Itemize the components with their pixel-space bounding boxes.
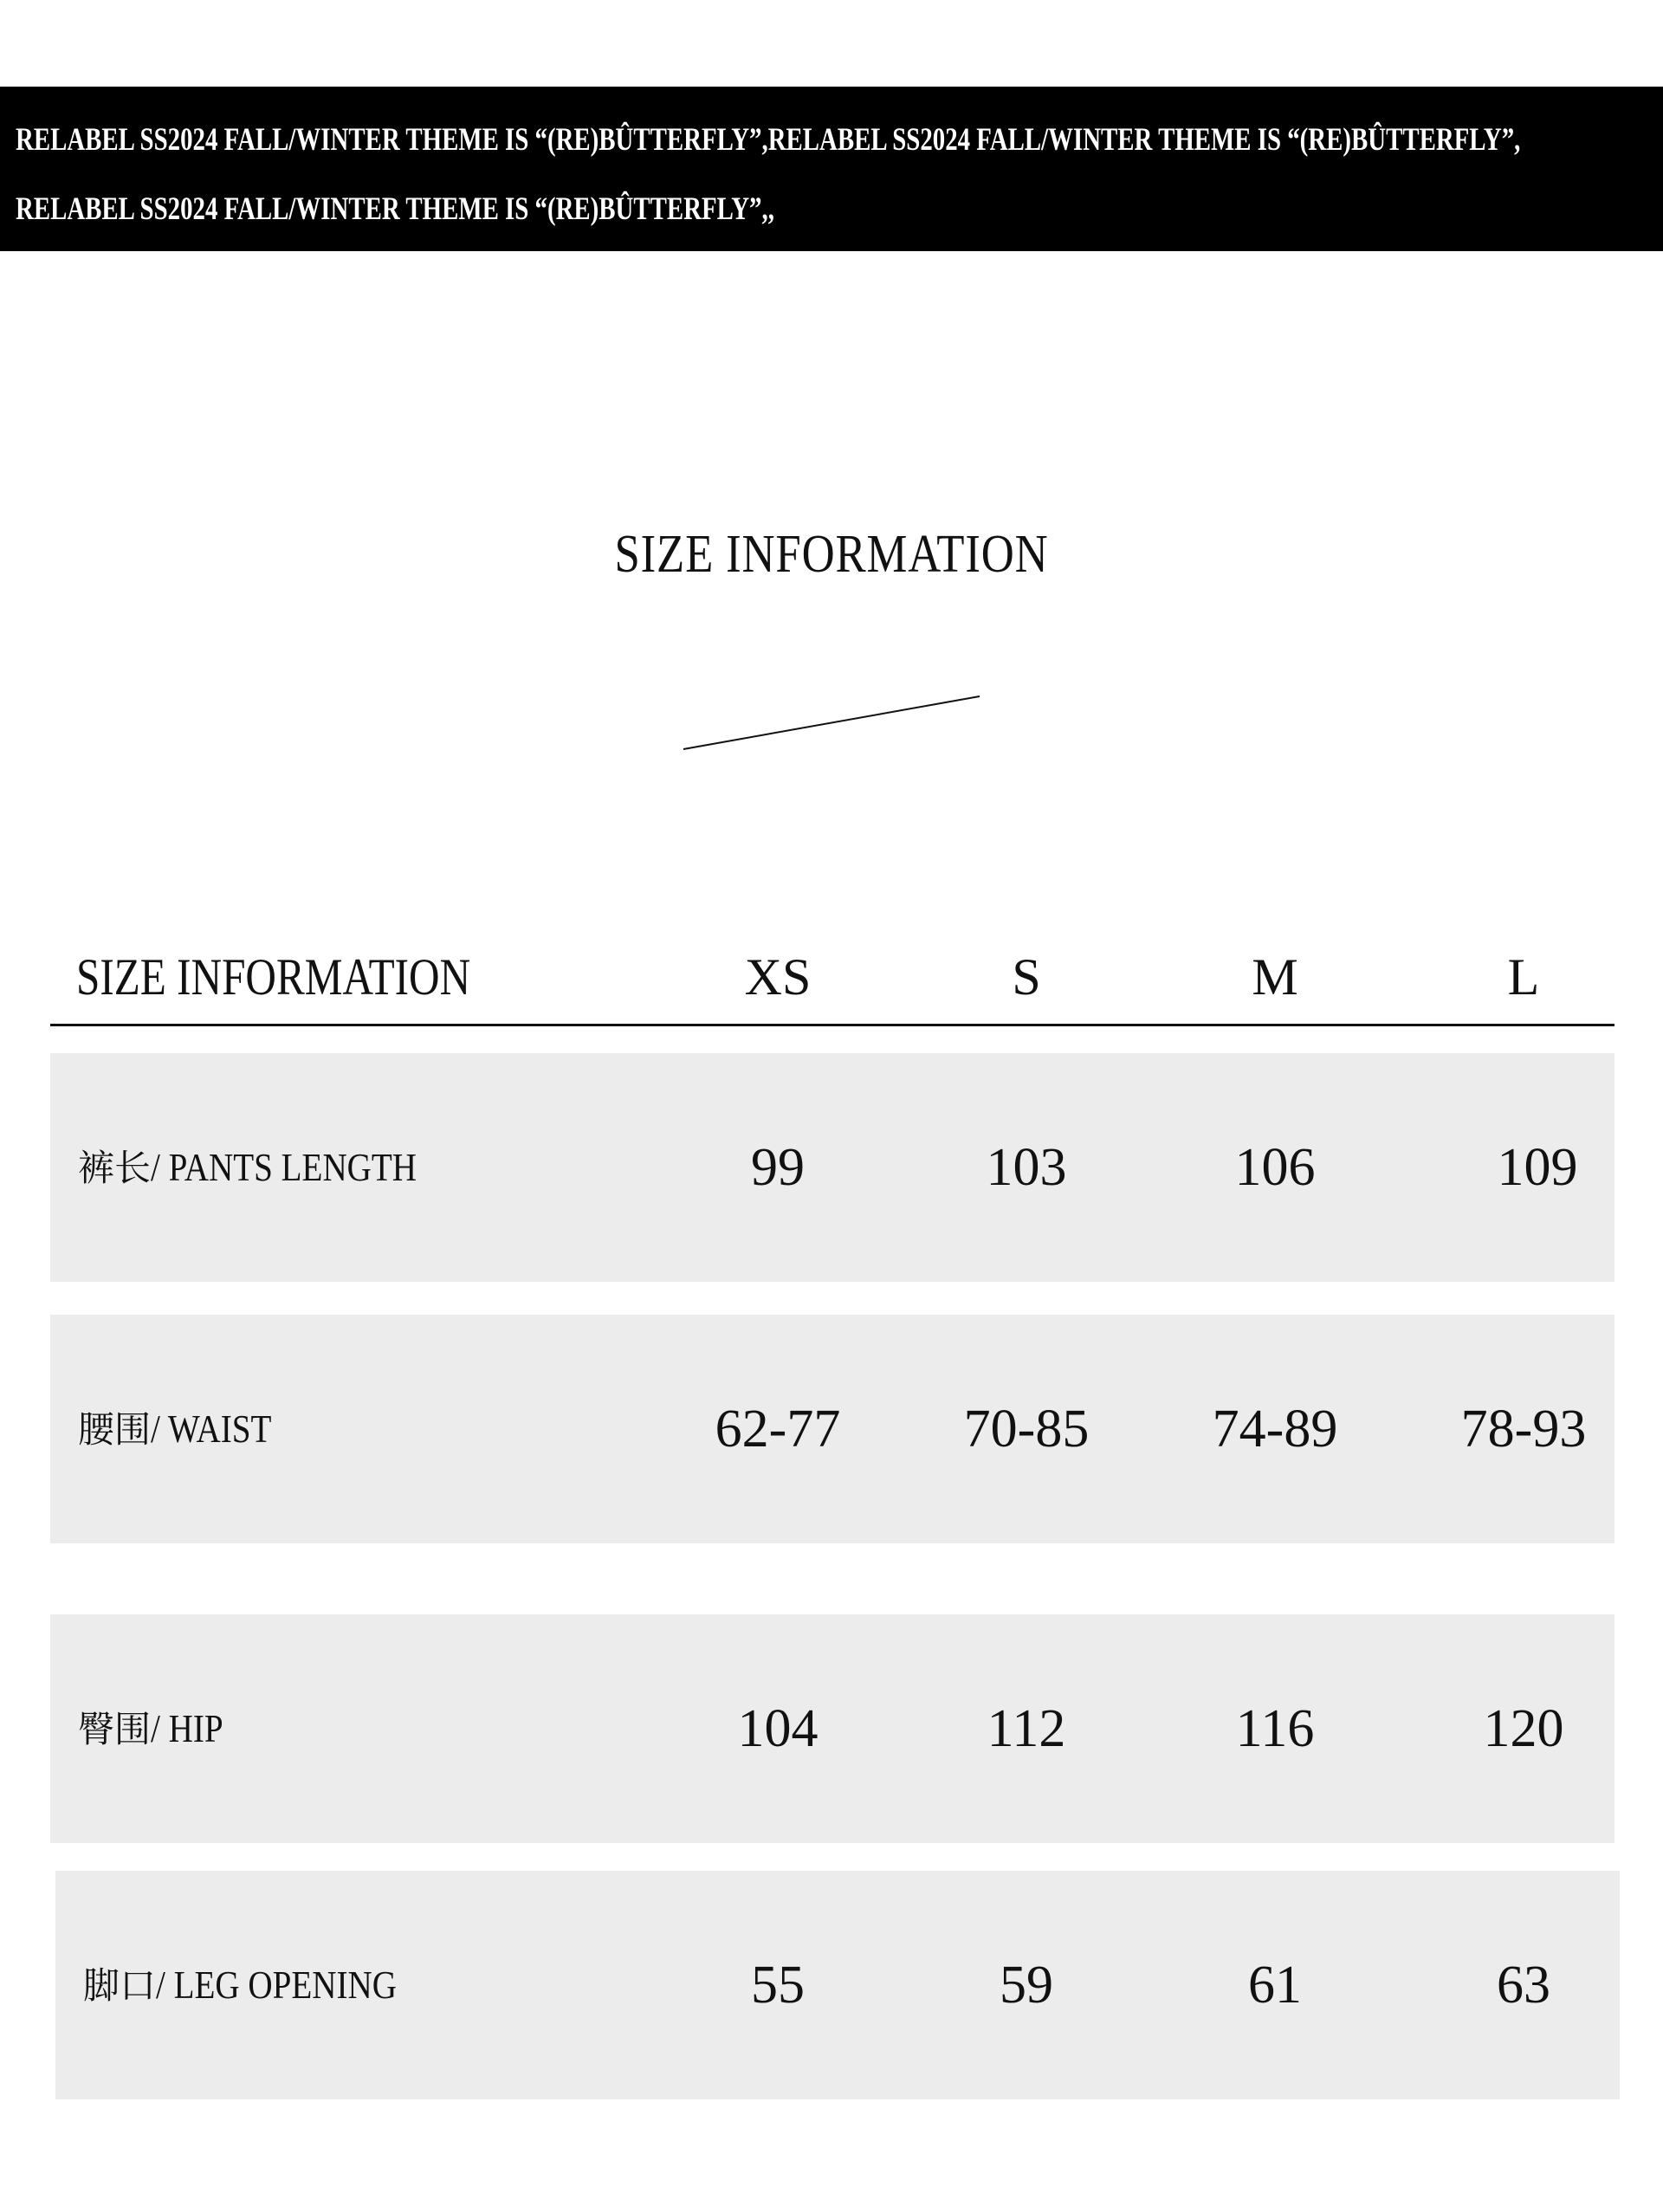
cell-m: 74-89 bbox=[1212, 1400, 1338, 1458]
row-label-en: / LEG OPENING bbox=[156, 1963, 398, 2007]
table-row-pants-length bbox=[50, 1053, 1614, 1282]
cell-m: 106 bbox=[1234, 1138, 1316, 1197]
theme-banner bbox=[0, 87, 1663, 251]
cell-s: 59 bbox=[1000, 1956, 1053, 2015]
size-table-header bbox=[50, 935, 1614, 1022]
size-header-m: M bbox=[1252, 948, 1298, 1006]
cell-m: 116 bbox=[1235, 1699, 1315, 1758]
table-header-label: SIZE INFORMATION bbox=[76, 948, 471, 1006]
table-row-leg-opening bbox=[55, 1871, 1620, 2099]
row-label bbox=[78, 1614, 236, 1843]
cell-xs: 104 bbox=[737, 1699, 819, 1758]
row-label-en: / PANTS LENGTH bbox=[151, 1145, 417, 1189]
banner-line-2: RELABEL SS2024 FALL/WINTER THEME IS “(RE)BÛTTERFLY”,, bbox=[16, 191, 774, 227]
row-label-zh: 腰围 bbox=[78, 1408, 152, 1451]
row-label-en: / WAIST bbox=[151, 1407, 272, 1451]
row-label-zh: 脚口 bbox=[83, 1964, 157, 2007]
cell-s: 112 bbox=[987, 1699, 1066, 1758]
row-label-zh: 臀围 bbox=[78, 1708, 152, 1750]
size-header-xs: XS bbox=[744, 948, 812, 1006]
row-label bbox=[78, 1053, 463, 1282]
size-header-s: S bbox=[1012, 948, 1041, 1006]
cell-s: 103 bbox=[986, 1138, 1067, 1197]
row-label-zh: 裤长 bbox=[78, 1147, 152, 1189]
cell-l: 120 bbox=[1483, 1699, 1564, 1758]
cell-xs: 62-77 bbox=[715, 1400, 841, 1458]
page-title: SIZE INFORMATION bbox=[614, 525, 1049, 584]
row-label bbox=[78, 1315, 293, 1543]
size-header-l: L bbox=[1507, 948, 1540, 1006]
cell-xs: 99 bbox=[751, 1138, 805, 1197]
cell-xs: 55 bbox=[751, 1956, 805, 2015]
row-label bbox=[83, 1871, 439, 2099]
header-rule bbox=[50, 1024, 1614, 1026]
table-row-hip bbox=[50, 1614, 1614, 1843]
cell-l: 109 bbox=[1497, 1138, 1578, 1197]
cell-l: 63 bbox=[1497, 1956, 1550, 2015]
cell-l: 78-93 bbox=[1460, 1400, 1587, 1458]
table-row-waist bbox=[50, 1315, 1614, 1543]
cell-s: 70-85 bbox=[963, 1400, 1090, 1458]
cell-m: 61 bbox=[1248, 1956, 1302, 2015]
decorative-divider bbox=[676, 689, 987, 758]
banner-line-1: RELABEL SS2024 FALL/WINTER THEME IS “(RE)BÛTTERFLY”,RELABEL SS2024 FALL/WINTER THEME IS “(RE)BÛTTERFLY”, bbox=[16, 122, 1521, 158]
row-label-en: / HIP bbox=[151, 1706, 223, 1750]
